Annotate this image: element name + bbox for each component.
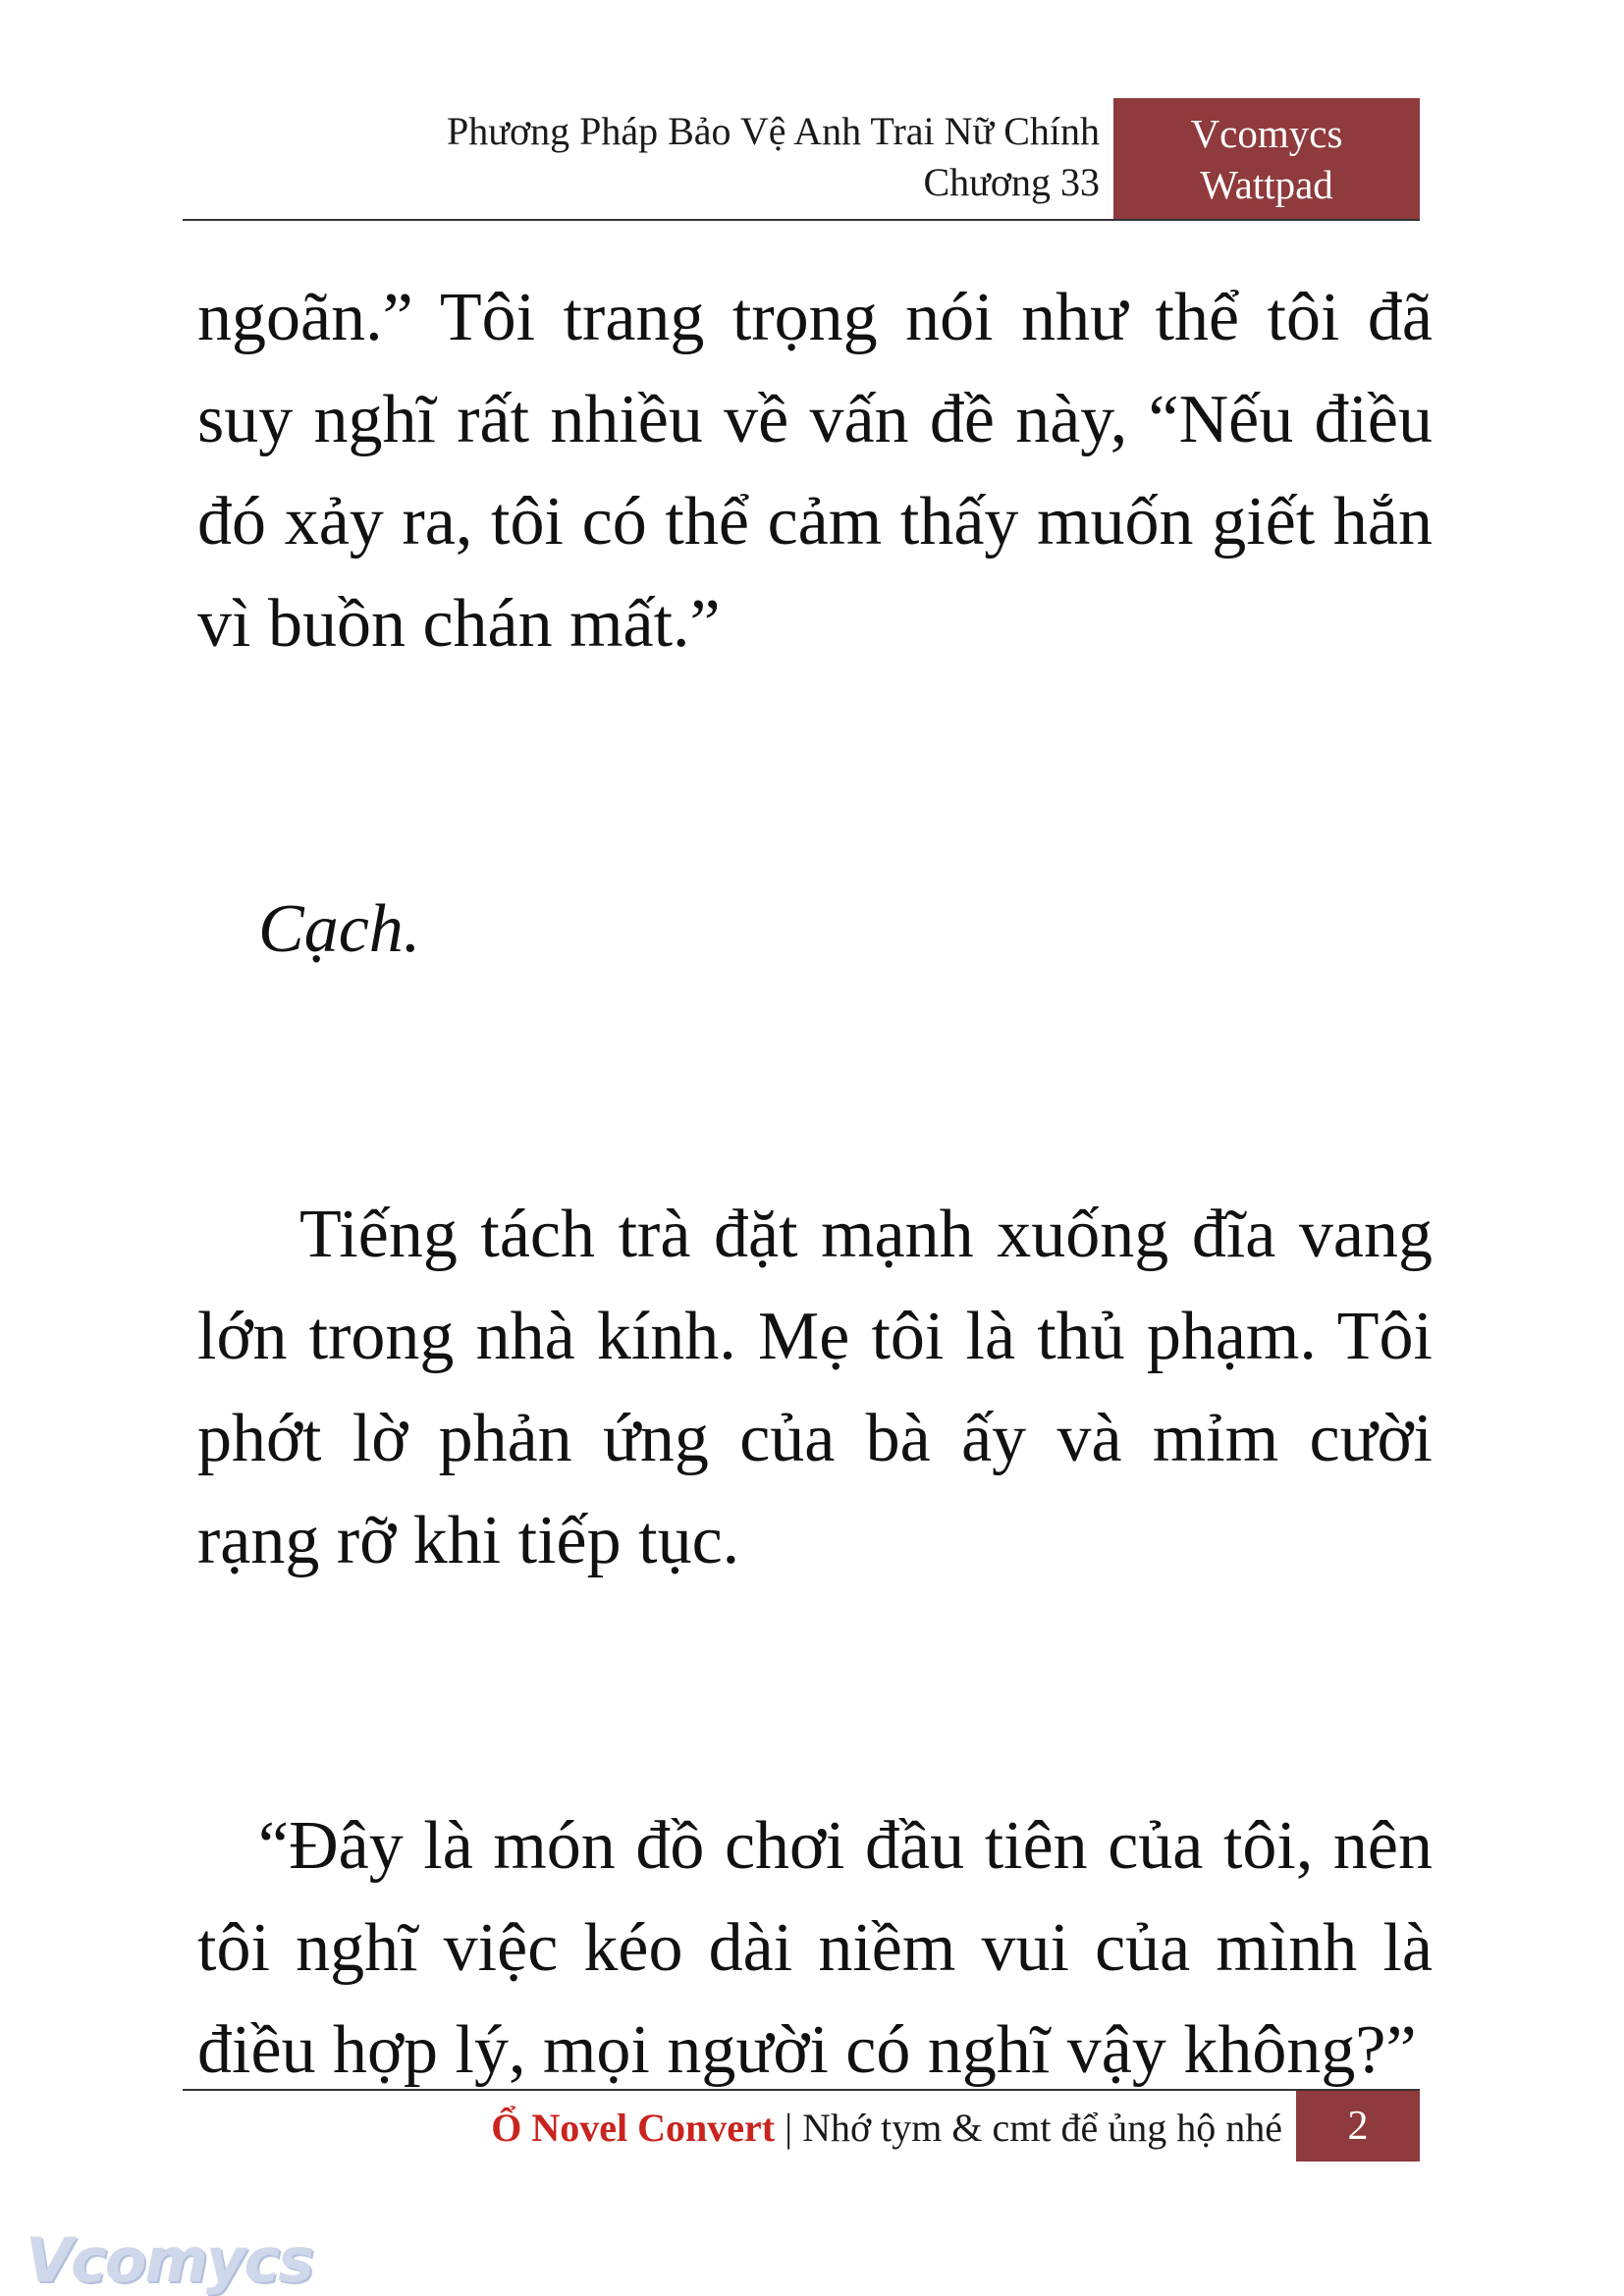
chapter-label: Chương 33: [923, 160, 1100, 204]
paragraph-gap: [197, 675, 1433, 879]
paragraph-2: Cạch.: [258, 891, 421, 967]
running-footer: [183, 2101, 1282, 2156]
header-divider: [183, 219, 1420, 221]
footer-divider: [183, 2089, 1420, 2091]
paragraph-4: “Đây là món đồ chơi đầu tiên của tôi, nên tôi nghĩ việc kéo dài niềm vui của mình là điều hợp lý, mọi người có nghĩ vậy không?”: [197, 1808, 1433, 2088]
book-title: Phương Pháp Bảo Vệ Anh Trai Nữ Chính: [447, 109, 1100, 153]
chapter-body: [197, 267, 1433, 2102]
footer-separator: |: [785, 2106, 793, 2150]
running-header: [183, 106, 1100, 208]
source-badge: [1113, 98, 1420, 220]
source-site: Vcomycs: [1190, 111, 1343, 156]
paragraph-gap: [197, 1592, 1433, 1795]
paragraph-gap: [197, 981, 1433, 1184]
footer-message: Nhớ tym & cmt để ủng hộ nhé: [802, 2106, 1282, 2150]
watermark-logo: Vcomycs: [26, 2224, 313, 2296]
paragraph-1: ngoãn.” Tôi trang trọng nói như thể tôi đã suy nghĩ rất nhiều về vấn đề này, “Nếu điều đó xảy ra, tôi có thể cảm thấy muốn giết hắn vì buồn chán mất.”: [197, 280, 1433, 662]
page-number: 2: [1296, 2091, 1420, 2162]
footer-brand: Ổ Novel Convert: [491, 2106, 776, 2150]
source-platform: Wattpad: [1200, 162, 1333, 207]
paragraph-3: Tiếng tách trà đặt mạnh xuống đĩa vang lớn trong nhà kính. Mẹ tôi là thủ phạm. Tôi phớt lờ phản ứng của bà ấy và mỉm cười rạng rỡ khi tiếp tục.: [197, 1197, 1433, 1578]
